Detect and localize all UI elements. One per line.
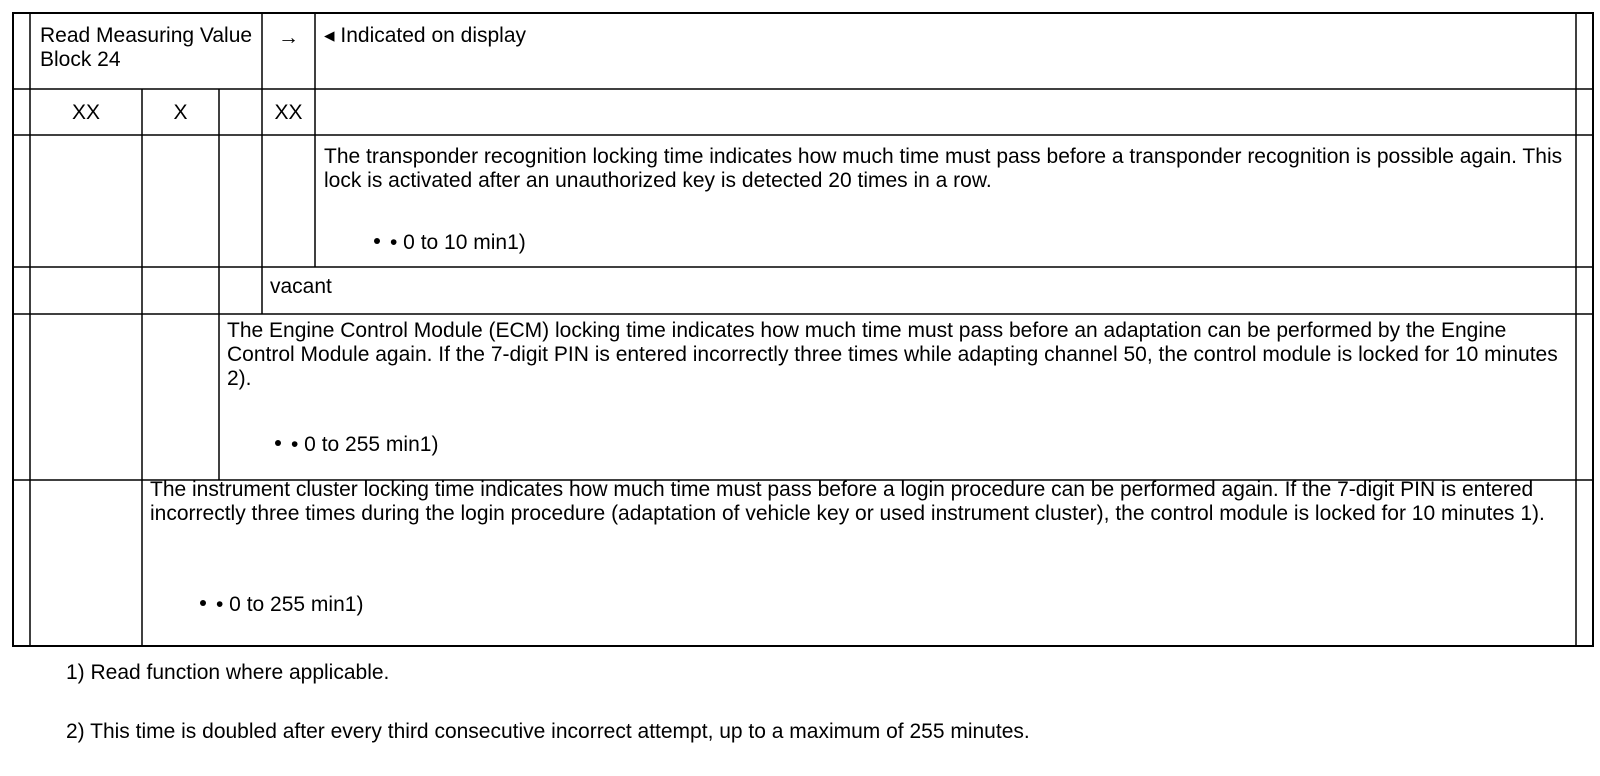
header-title: Read Measuring Value Block 24	[40, 24, 253, 71]
transponder-locking-description: The transponder recognition locking time indicates how much time must pass before a transponder recognition is possible again. This lock is activated after an unauthorized key is detected 20 times in a row.	[324, 145, 1563, 192]
instrument-cluster-range-item	[200, 593, 363, 617]
field-1-value: XX	[71, 101, 100, 124]
footnote-1: 1) Read function where applicable.	[66, 661, 390, 684]
footnote-2: 2) This time is doubled after every third consecutive incorrect attempt, up to a maximum of 255 minutes.	[66, 720, 1030, 743]
transponder-range-item	[374, 231, 526, 255]
arrow-glyph: →	[278, 26, 299, 49]
ecm-locking-description: The Engine Control Module (ECM) locking time indicates how much time must pass before an adaptation can be performed by the Engine Control Module again. If the 7-digit PIN is entered incorrectly three times while adapting channel 50, the control module is locked for 10 minutes 2).	[227, 319, 1558, 390]
instrument-cluster-locking-description: The instrument cluster locking time indicates how much time must pass before a login procedure can be performed again. If the 7-digit PIN is entered incorrectly three times during the login procedure (adaptation of vehicle key or used instrument cluster), the control module is locked for 10 minutes 1).	[150, 478, 1545, 525]
field-4-value: XX	[274, 101, 303, 124]
ecm-range-text: • 0 to 255 min1)	[291, 433, 439, 456]
instrument-cluster-range-text: • 0 to 255 min1)	[216, 593, 364, 616]
measuring-value-table	[12, 12, 1594, 647]
field-2-value: X	[173, 101, 188, 124]
indicated-on-display-label: ◂ Indicated on display	[324, 24, 527, 47]
bullet-dot	[200, 600, 206, 606]
vacant-label: vacant	[270, 275, 332, 298]
transponder-range-text: • 0 to 10 min1)	[390, 231, 526, 254]
bullet-dot	[275, 440, 281, 446]
ecm-range-item	[275, 433, 438, 457]
bullet-dot	[374, 238, 380, 244]
